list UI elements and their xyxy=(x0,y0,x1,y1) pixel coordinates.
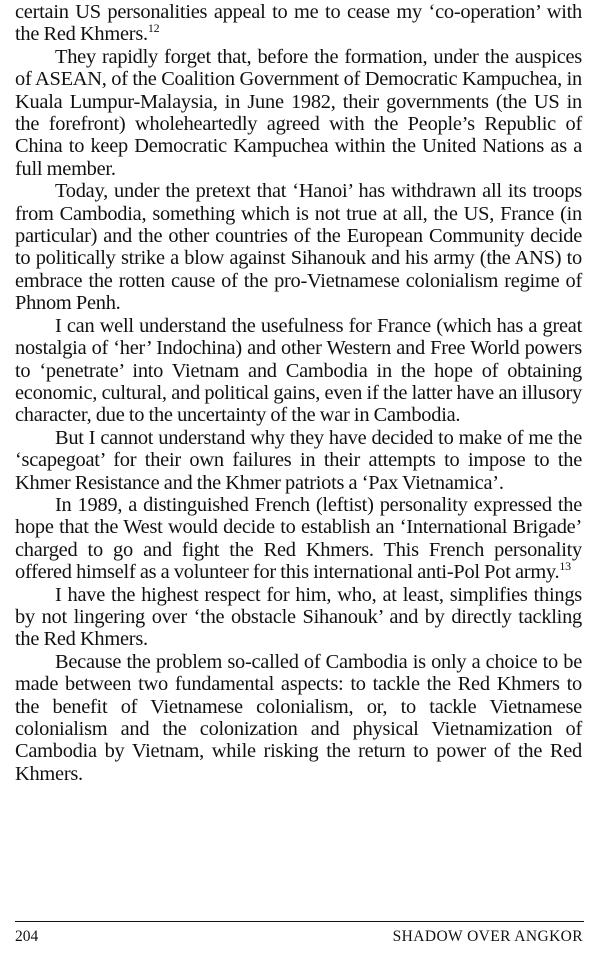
footer-rule xyxy=(15,921,584,922)
paragraph: But I cannot understand why they have decided to make of me the ‘scapegoat’ for their own failures in their attempts to impose to the Khmer Resistance and the Khmer patriots a ‘Pax Vietnamica’. xyxy=(15,426,582,494)
paragraph: They rapidly forget that, before the formation, under the auspices of ASEAN, of the Coalition Government of Democratic Kampuchea, in Kuala Lumpur-Malaysia, in June 1982, their governments (the US in the forefront) wholeheartedly agreed with the People’s Republic of China to keep Democratic Kampuchea within the United Nations as a full member. xyxy=(15,45,582,180)
page-footer xyxy=(15,928,583,946)
paragraph-text: In 1989, a distinguished French (leftist) personality expressed the hope that the West would decide to establish an ‘International Brigade’ charged to go and fight the Red Khmers. This French personality offered himself as a volunteer for this international anti-Pol Pot army. xyxy=(15,493,582,584)
body-text xyxy=(15,1,582,785)
paragraph-text: certain US personalities appeal to me to cease my ‘co-operation’ with the Red Khmers. xyxy=(15,1,582,46)
paragraph: Today, under the pretext that ‘Hanoi’ has withdrawn all its troops from Cambodia, something which is not true at all, the US, France (in particular) and the other countries of the European Community decide to politically strike a blow against Sihanouk and his army (the ANS) to embrace the rotten cause of the pro-Vietnamese colonialism regime of Phnom Penh. xyxy=(15,180,582,315)
running-title: SHADOW OVER ANGKOR xyxy=(392,928,583,945)
paragraph xyxy=(15,1,582,46)
footnote-marker: 12 xyxy=(147,21,160,36)
paragraph: Because the problem so-called of Cambodia is only a choice to be made between two fundamental aspects: to tackle the Red Khmers to the benefit of Vietnamese colonialism, or, to tackle Vietnamese colonialism and the colonization and physical Vietnamization of Cambodia by Vietnam, while risking the return to power of the Red Khmers. xyxy=(15,650,582,785)
paragraph: I have the highest respect for him, who, at least, simplifies things by not lingering over ‘the obstacle Sihanouk’ and by directly tackling the Red Khmers. xyxy=(15,583,582,651)
footnote-marker: 13 xyxy=(559,559,571,574)
paragraph: I can well understand the usefulness for France (which has a great nostalgia of ‘her’ Indochina) and other Western and Free World powers to ‘penetrate’ into Vietnam and Cambodia in the hope of obtaining economic, cultural, and political gains, even if the latter have an illusory character, due to the uncertainty of the war in Cambodia. xyxy=(15,314,582,427)
page-number: 204 xyxy=(15,928,39,945)
paragraph xyxy=(15,494,582,584)
